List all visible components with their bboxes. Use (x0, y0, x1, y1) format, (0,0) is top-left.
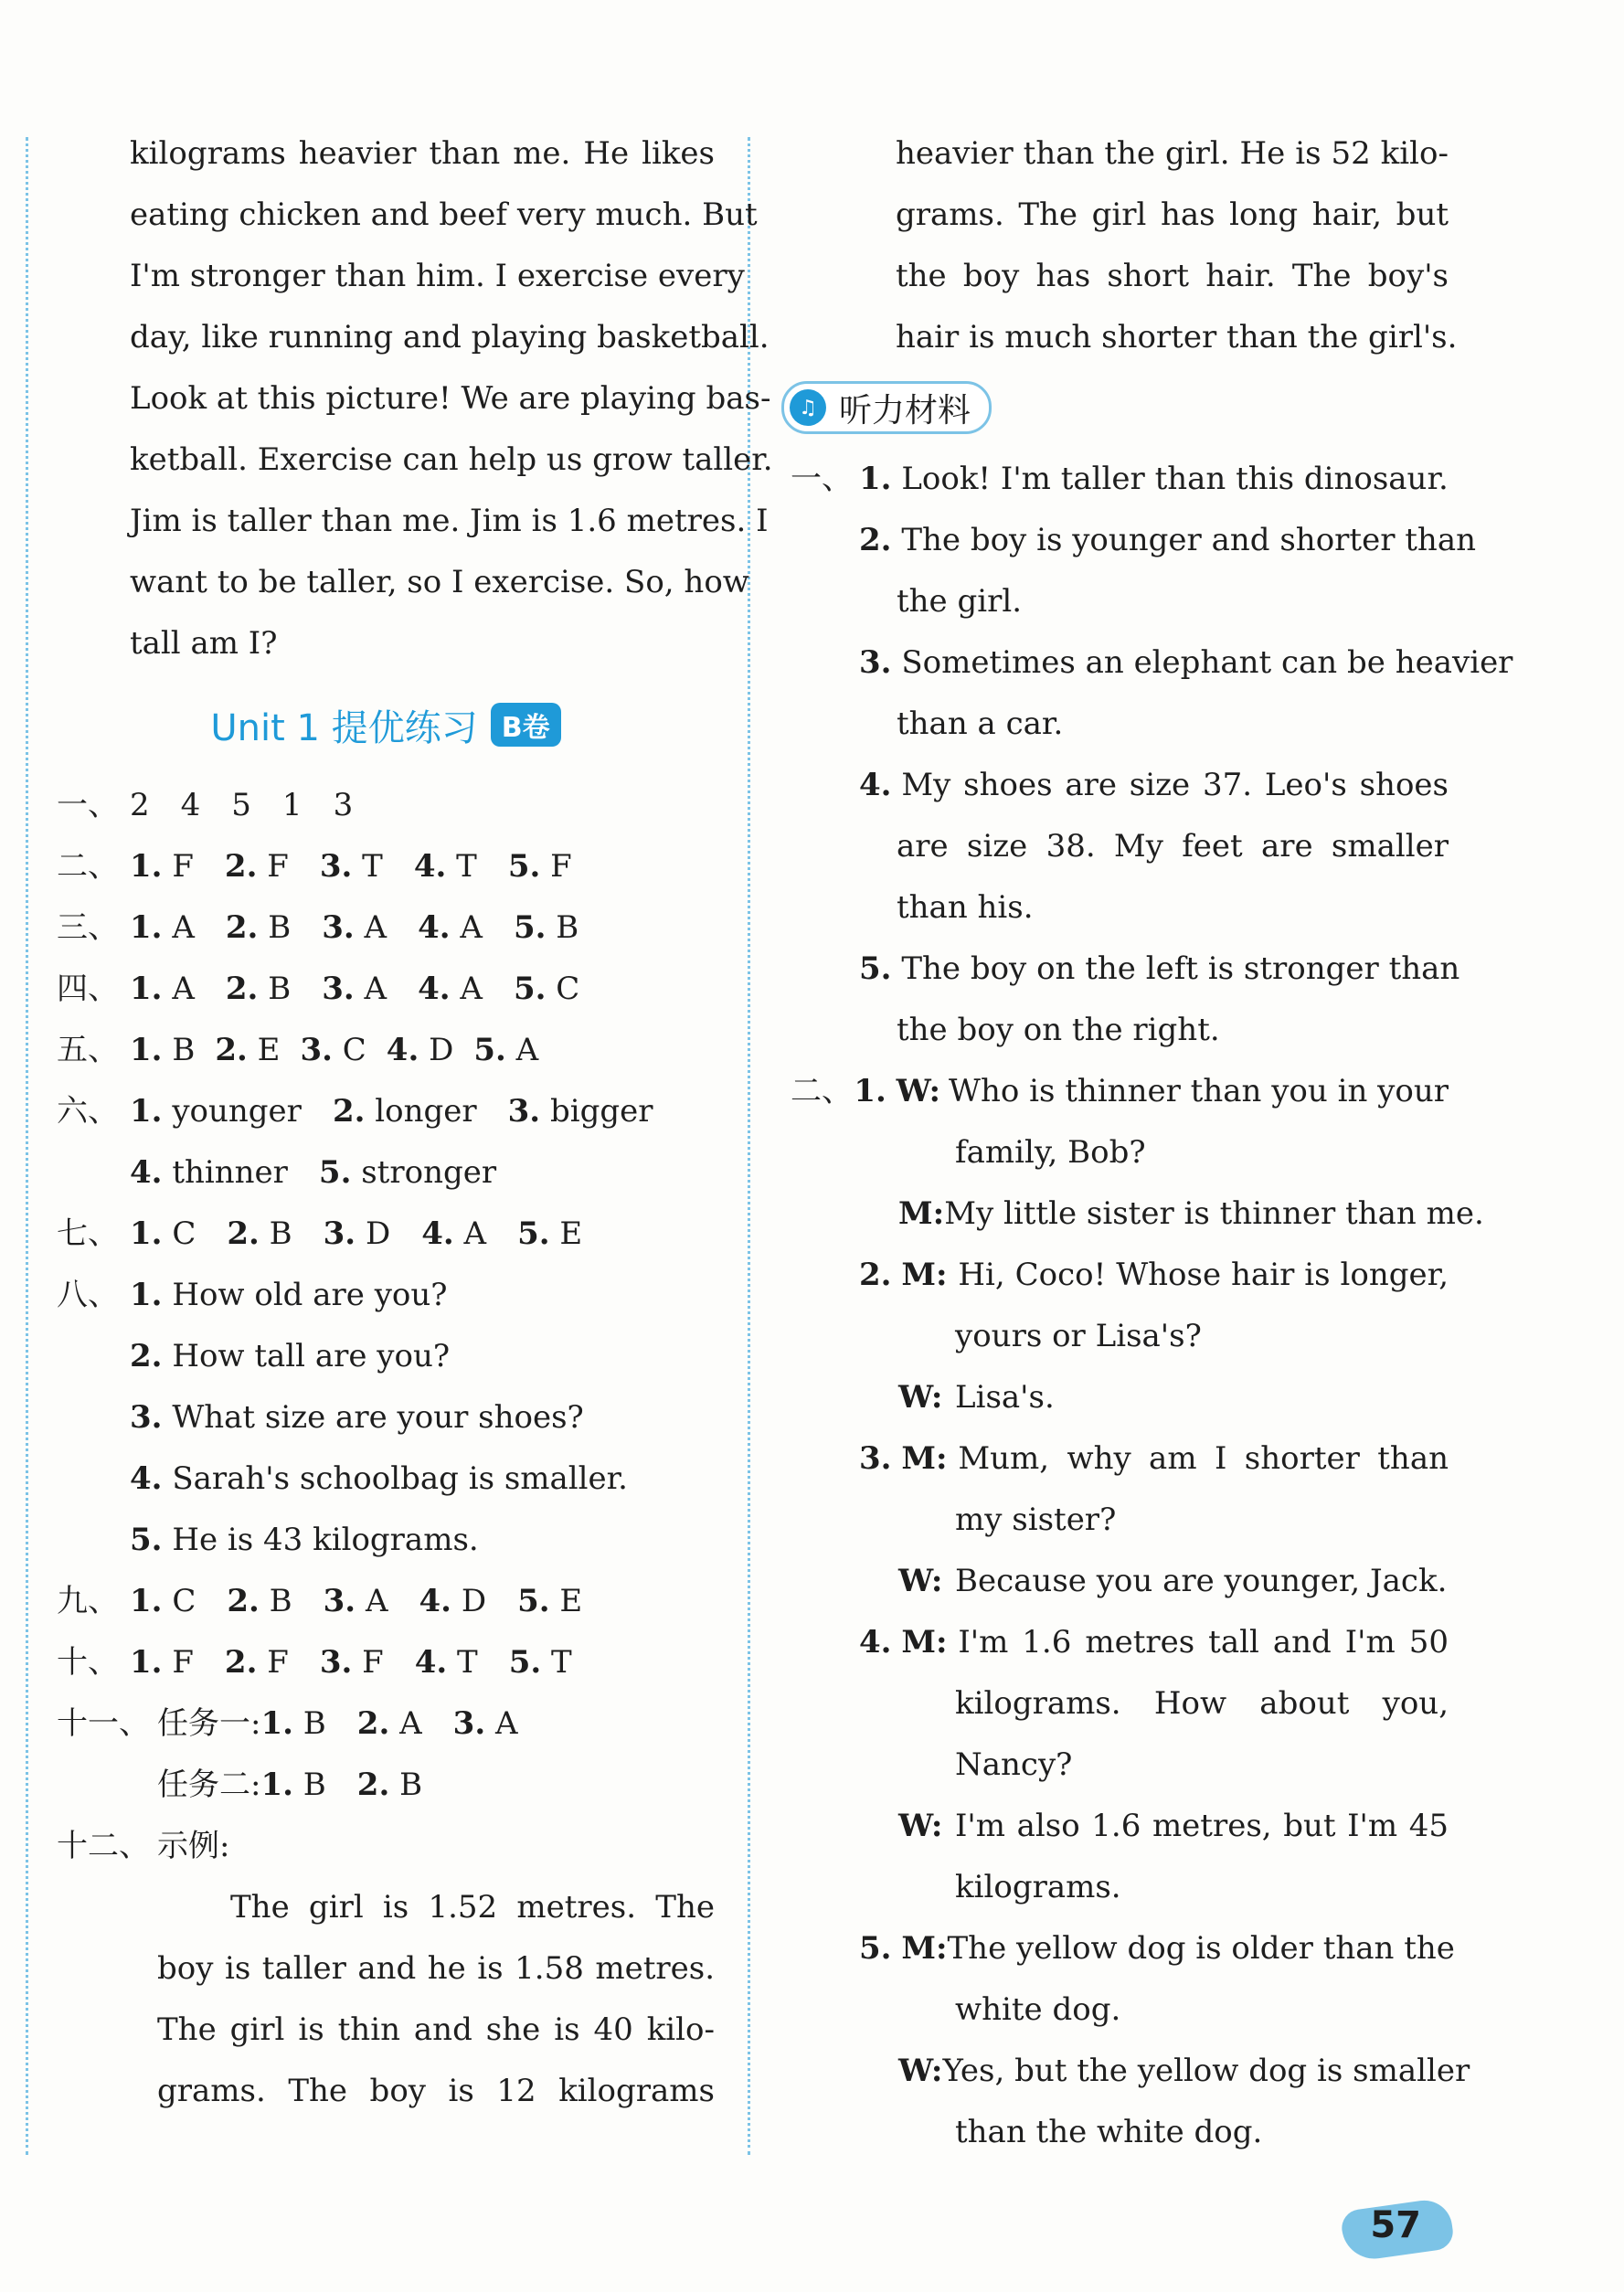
answer-section-4 (57, 959, 715, 1020)
item-number: 3. (507, 1093, 541, 1130)
answer-value: A (172, 909, 195, 946)
item-number: 1. (854, 1073, 886, 1109)
answer-value: C (556, 971, 580, 1007)
answer-value: B (269, 1215, 292, 1252)
listening-part-1-item (791, 449, 1449, 510)
answer-value: T (551, 1644, 572, 1681)
item-number: 4. (386, 1032, 419, 1068)
script-line: My shoes are size 37. Leo's shoes (901, 767, 1449, 803)
page-number-badge (1315, 2197, 1452, 2261)
passage-line: day, like running and playing basketball. (130, 319, 770, 355)
example-label: 示例: (157, 1828, 230, 1864)
section-label: 二、 (57, 848, 119, 885)
item-number: 1. (130, 1093, 163, 1130)
answer-value: B (269, 1583, 292, 1619)
answer-value: D (429, 1032, 454, 1068)
dialogue-turn (791, 1796, 1449, 1857)
item-number: 2. (859, 1257, 892, 1293)
script-line: The yellow dog is older than the (947, 1930, 1455, 1967)
item-number: 5. (473, 1032, 506, 1068)
dialogue-4 (791, 1612, 1449, 1673)
item-number: 4. (418, 909, 451, 946)
item-number: 2. (215, 1032, 248, 1068)
passage-line: want to be taller, so I exercise. So, how (130, 564, 749, 600)
script-line: than a car. (897, 706, 1064, 742)
answer-section-1 (57, 775, 715, 836)
dialogue-3 (791, 1428, 1449, 1490)
item-number: 1. (260, 1767, 293, 1803)
answer-value: bigger (549, 1093, 653, 1130)
answer-section-2 (57, 836, 715, 897)
answer-value: thinner (172, 1154, 288, 1191)
answer-value: B (303, 1705, 326, 1742)
section-label: 一、 (791, 461, 853, 497)
script-line: yours or Lisa's? (955, 1318, 1202, 1354)
item-number: 2. (356, 1705, 390, 1742)
answer-section-9 (57, 1571, 715, 1632)
item-number: 3. (452, 1705, 486, 1742)
script-line: family, Bob? (955, 1134, 1146, 1171)
listening-part-1-item (791, 755, 1449, 816)
answer-value: A (364, 909, 387, 946)
speaker-label: W: (898, 2053, 943, 2089)
answer-value: longer (375, 1093, 477, 1130)
item-number: 2. (225, 909, 259, 946)
script-line: Hi, Coco! Whose hair is longer, (958, 1257, 1449, 1293)
answer-value: E (559, 1215, 583, 1252)
script-line: Lisa's. (955, 1379, 1055, 1416)
speaker-label: M: (901, 1624, 948, 1661)
item-number: 4. (859, 1624, 892, 1661)
item-number: 3. (859, 644, 892, 681)
item-number: 2. (130, 1338, 163, 1374)
passage-line: kilograms heavier than me. He likes (130, 135, 715, 172)
answer-section-8 (57, 1265, 715, 1326)
item-number: 3. (859, 1440, 892, 1477)
listening-part-1-item (791, 632, 1513, 694)
answer-value: 2 (130, 787, 150, 823)
task-label: 任务一: (157, 1705, 261, 1742)
script-line: the girl. (897, 583, 1023, 620)
answer-value: E (257, 1032, 281, 1068)
answer-value: D (365, 1215, 391, 1252)
item-number: 2. (224, 1644, 258, 1681)
answer-value: T (456, 848, 477, 885)
speaker-label: M: (901, 1930, 948, 1967)
item-number: 5. (859, 950, 892, 987)
script-line: The boy on the left is stronger than (901, 950, 1460, 987)
answer-value: F (550, 848, 572, 885)
answer-value: B (303, 1767, 326, 1803)
item-number: 3. (300, 1032, 333, 1068)
dialogue-5 (791, 1918, 1455, 1979)
script-line: The boy is younger and shorter than (901, 522, 1476, 558)
script-line: Nancy? (955, 1746, 1073, 1783)
section-label: 四、 (57, 971, 119, 1007)
item-number: 4. (130, 1154, 163, 1191)
dialogue-turn (791, 1183, 1484, 1245)
item-number: 1. (130, 1277, 163, 1313)
item-number: 3. (322, 971, 355, 1007)
passage-line: ketball. Exercise can help us grow taller. (130, 441, 773, 478)
answer-value: T (362, 848, 383, 885)
answer-section-8-item (57, 1448, 715, 1510)
script-line: Look! I'm taller than this dinosaur. (901, 461, 1449, 497)
example-line: grams. The girl has long hair, but (896, 196, 1449, 233)
unit-title: Unit 1 提优练习 (210, 706, 478, 749)
example-line: The girl is thin and she is 40 kilo- (157, 2011, 715, 2048)
item-number: 1. (130, 1583, 163, 1619)
answer-value: F (172, 848, 194, 885)
answer-section-5 (57, 1020, 715, 1081)
listening-part-1-item (791, 510, 1476, 571)
answer-value: 5 (231, 787, 251, 823)
answer-value: 3 (333, 787, 354, 823)
answer-value: A (463, 1215, 487, 1252)
answer-value: B (268, 971, 292, 1007)
item-number: 3. (323, 1215, 356, 1252)
script-line: Who is thinner than you in your (949, 1073, 1449, 1109)
item-number: 3. (319, 848, 353, 885)
item-number: 5. (508, 1644, 542, 1681)
answer-value: A (460, 909, 483, 946)
script-line: I'm 1.6 metres tall and I'm 50 (958, 1624, 1449, 1661)
example-line: The girl is 1.52 metres. The (230, 1889, 715, 1926)
item-number: 5. (513, 971, 547, 1007)
passage-line: eating chicken and beef very much. But (130, 196, 758, 233)
item-number: 5. (507, 848, 541, 885)
answer-value: E (559, 1583, 583, 1619)
answer-section-12 (57, 1816, 715, 1877)
item-number: 4. (418, 971, 451, 1007)
answer-value: B (268, 909, 292, 946)
answer-value: T (457, 1644, 478, 1681)
passage-continued (57, 123, 773, 674)
speaker-label: M: (901, 1257, 948, 1293)
left-margin-dotted-rule (26, 137, 28, 2155)
unit-badge: B卷 (491, 703, 561, 747)
listening-title: 听力材料 (839, 391, 971, 430)
right-column (791, 123, 1513, 2163)
answer-value: How old are you? (172, 1277, 448, 1313)
answer-value: How tall are you? (172, 1338, 451, 1374)
dialogue-turn (791, 1551, 1449, 1612)
item-number: 1. (130, 971, 163, 1007)
answer-section-3 (57, 897, 715, 959)
item-number: 3. (130, 1399, 163, 1436)
answer-section-11-task2 (57, 1755, 715, 1816)
answer-value: A (172, 971, 195, 1007)
script-line: white dog. (955, 1991, 1121, 2028)
script-line: My little sister is thinner than me. (944, 1195, 1484, 1232)
item-number: 2. (224, 848, 258, 885)
dialogue-1 (791, 1061, 1449, 1122)
speaker-label: M: (901, 1440, 948, 1477)
answer-value: B (399, 1767, 423, 1803)
passage-line: tall am I? (130, 625, 278, 662)
script-line: are size 38. My feet are smaller (897, 828, 1449, 865)
example-paragraph (57, 1877, 715, 2122)
item-number: 2. (227, 1583, 260, 1619)
example-line: grams. The boy is 12 kilograms (157, 2073, 715, 2109)
left-column (57, 123, 773, 2122)
passage-line: I'm stronger than him. I exercise every (130, 258, 745, 294)
section-label: 六、 (57, 1093, 119, 1130)
item-number: 2. (225, 971, 259, 1007)
dialogue-turn (791, 1367, 1449, 1428)
answer-section-10 (57, 1632, 715, 1693)
answer-value: A (364, 971, 387, 1007)
dialogue-turn (791, 2041, 1470, 2102)
headphones-icon: ♫ (790, 389, 826, 426)
item-number: 5. (513, 909, 547, 946)
script-line: my sister? (955, 1501, 1117, 1538)
script-line: Yes, but the yellow dog is smaller (942, 2053, 1470, 2089)
item-number: 4. (859, 767, 892, 803)
item-number: 3. (319, 1644, 353, 1681)
page-number: 57 (1370, 2204, 1421, 2246)
passage-line: Jim is taller than me. Jim is 1.6 metres. I (130, 503, 769, 539)
answer-value: younger (172, 1093, 302, 1130)
answer-section-8-item (57, 1387, 715, 1448)
answer-section-6 (57, 1081, 715, 1142)
section-label: 二、 (791, 1073, 853, 1109)
answer-value: What size are your shoes? (172, 1399, 584, 1436)
answer-value: 4 (180, 787, 201, 823)
answer-value: A (460, 971, 483, 1007)
answer-value: D (461, 1583, 487, 1619)
answer-value: Sarah's schoolbag is smaller. (172, 1460, 628, 1497)
dialogue-2 (791, 1245, 1449, 1306)
answer-section-7 (57, 1204, 715, 1265)
answer-value: A (365, 1583, 388, 1619)
item-number: 4. (414, 1644, 448, 1681)
task-label: 任务二: (157, 1767, 261, 1803)
example-line: boy is taller and he is 1.58 metres. (157, 1950, 715, 1987)
answer-value: C (342, 1032, 366, 1068)
answer-value: F (362, 1644, 384, 1681)
passage-line: Look at this picture! We are playing bas- (130, 380, 771, 417)
item-number: 5. (318, 1154, 352, 1191)
answer-value: C (172, 1215, 196, 1252)
answer-section-11 (57, 1693, 715, 1755)
script-line: Sometimes an elephant can be heavier (901, 644, 1513, 681)
item-number: 3. (323, 1583, 356, 1619)
item-number: 4. (413, 848, 447, 885)
item-number: 2. (859, 522, 892, 558)
answer-value: A (515, 1032, 539, 1068)
answer-value: A (399, 1705, 422, 1742)
listening-part-1-item (791, 939, 1460, 1000)
section-label: 五、 (57, 1032, 119, 1068)
answer-value: F (172, 1644, 194, 1681)
example-line: heavier than the girl. He is 52 kilo- (896, 135, 1449, 172)
example-continued (791, 123, 1458, 368)
section-label: 十、 (57, 1644, 119, 1681)
section-label: 八、 (57, 1277, 119, 1313)
section-label: 一、 (57, 787, 119, 823)
item-number: 5. (517, 1215, 550, 1252)
item-number: 4. (419, 1583, 452, 1619)
item-number: 2. (227, 1215, 260, 1252)
section-label: 九、 (57, 1583, 119, 1619)
item-number: 1. (130, 1644, 163, 1681)
section-label: 七、 (57, 1215, 119, 1252)
item-number: 3. (322, 909, 355, 946)
example-line: hair is much shorter than the girl's. (896, 319, 1458, 355)
item-number: 1. (260, 1705, 293, 1742)
answer-value: stronger (361, 1154, 497, 1191)
script-line: Because you are younger, Jack. (955, 1563, 1448, 1599)
answer-value: B (556, 909, 579, 946)
column-divider (748, 137, 750, 2155)
item-number: 1. (130, 1032, 163, 1068)
answer-value: C (172, 1583, 196, 1619)
answer-value: He is 43 kilograms. (172, 1522, 479, 1558)
answer-value: F (267, 1644, 289, 1681)
answer-value: A (494, 1705, 518, 1742)
listening-material-banner (781, 381, 992, 434)
script-line: than the white dog. (955, 2114, 1263, 2150)
item-number: 1. (130, 1215, 163, 1252)
answer-section-8-item (57, 1326, 715, 1387)
unit-heading (57, 674, 715, 775)
speaker-label: W: (898, 1808, 943, 1844)
answer-value: F (267, 848, 289, 885)
item-number: 5. (517, 1583, 550, 1619)
item-number: 1. (130, 848, 163, 885)
script-line: than his. (897, 889, 1034, 926)
section-label: 十二、 (57, 1828, 150, 1864)
answer-section-8-item (57, 1510, 715, 1571)
script-line: Mum, why am I shorter than (958, 1440, 1449, 1477)
answer-value: B (172, 1032, 196, 1068)
script-line: the boy on the right. (897, 1012, 1220, 1048)
item-number: 4. (130, 1460, 163, 1497)
answer-value: 1 (281, 787, 303, 823)
speaker-label: M: (898, 1195, 945, 1232)
section-label: 三、 (57, 909, 119, 946)
speaker-label: W: (898, 1379, 943, 1416)
item-number: 1. (130, 909, 163, 946)
item-number: 5. (130, 1522, 163, 1558)
item-number: 2. (332, 1093, 366, 1130)
item-number: 1. (859, 461, 892, 497)
answer-section-6-cont (57, 1142, 715, 1204)
script-line: kilograms. (955, 1869, 1121, 1905)
speaker-label: W: (898, 1563, 943, 1599)
speaker-label: W: (896, 1073, 941, 1109)
section-label: 十一、 (57, 1705, 150, 1742)
item-number: 5. (859, 1930, 892, 1967)
script-line: I'm also 1.6 metres, but I'm 45 (955, 1808, 1449, 1844)
item-number: 4. (421, 1215, 454, 1252)
item-number: 2. (356, 1767, 390, 1803)
script-line: kilograms. How about you, (955, 1685, 1449, 1722)
example-line: the boy has short hair. The boy's (896, 258, 1449, 294)
